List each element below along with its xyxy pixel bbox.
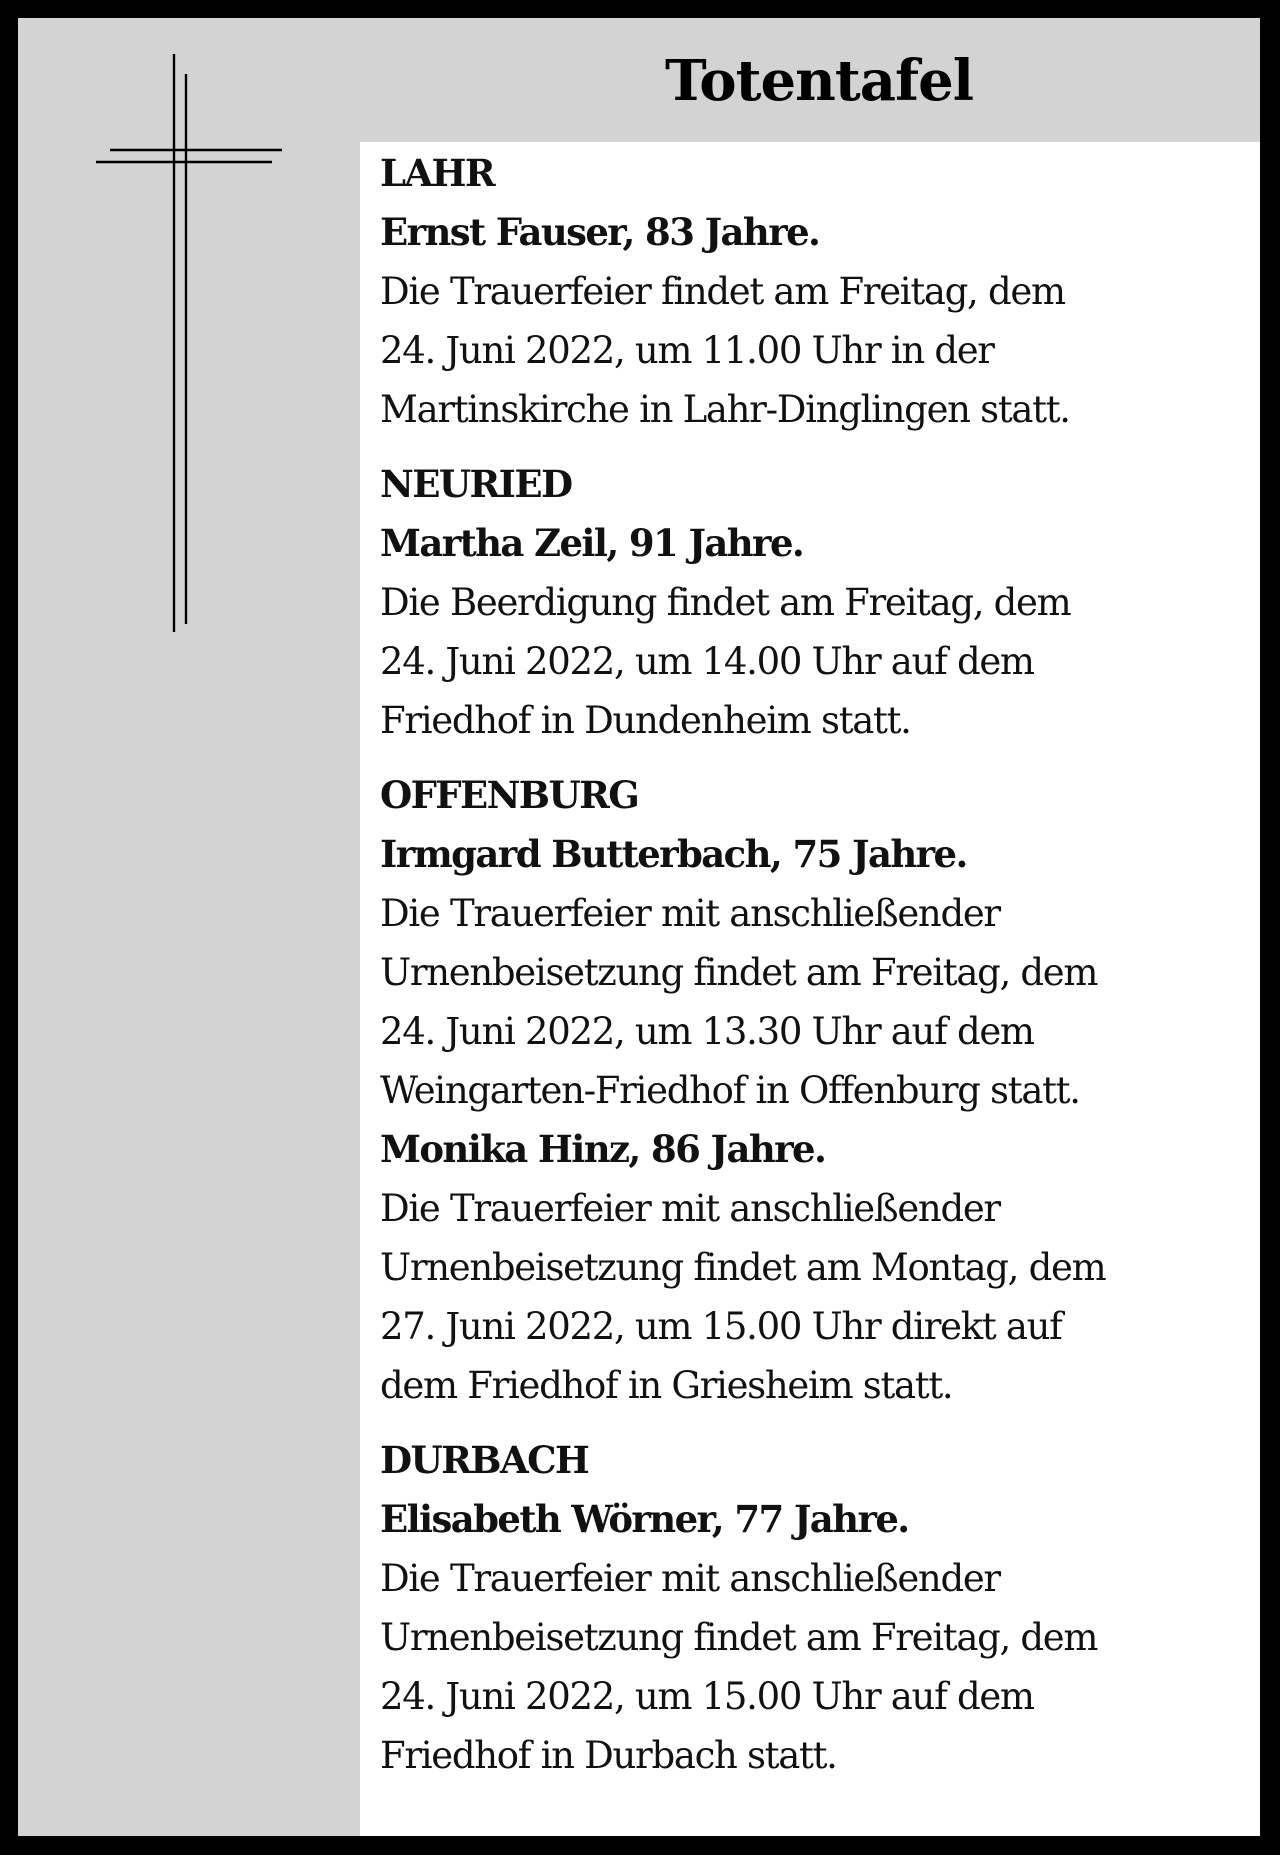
obituary-list <box>342 124 1242 1785</box>
detail-line: Friedhof in Durbach statt. <box>380 1734 837 1777</box>
detail-line: Urnenbeisetzung findet am Freitag, dem <box>380 1616 1098 1659</box>
detail-line: dem Friedhof in Griesheim statt. <box>380 1364 953 1407</box>
detail-line: Die Trauerfeier mit anschließender <box>380 1187 1000 1230</box>
obituary-entry <box>380 203 1218 439</box>
section-lahr <box>380 144 1218 439</box>
page-title: Totentafel <box>665 48 973 114</box>
detail-line: 24. Juni 2022, um 15.00 Uhr auf dem <box>380 1675 1034 1718</box>
section-place: OFFENBURG <box>380 773 639 817</box>
detail-line: Urnenbeisetzung findet am Montag, dem <box>380 1246 1106 1289</box>
deceased-name: Elisabeth Wörner, 77 Jahre. <box>380 1497 909 1541</box>
detail-line: Die Trauerfeier mit anschließender <box>380 892 1000 935</box>
section-neuried <box>380 455 1218 750</box>
service-details <box>380 1179 1218 1415</box>
section-place: DURBACH <box>380 1438 589 1482</box>
obituary-entry <box>380 514 1218 750</box>
detail-line: Friedhof in Dundenheim statt. <box>380 699 911 742</box>
service-details <box>380 573 1218 750</box>
obituary-entry <box>380 1120 1218 1415</box>
detail-line: Die Beerdigung findet am Freitag, dem <box>380 581 1071 624</box>
detail-line: Die Trauerfeier findet am Freitag, dem <box>380 270 1065 313</box>
detail-line: Weingarten-Friedhof in Offenburg statt. <box>380 1069 1080 1112</box>
detail-line: 24. Juni 2022, um 11.00 Uhr in der <box>380 329 994 372</box>
section-durbach <box>380 1431 1218 1785</box>
cross-icon <box>96 54 288 654</box>
detail-line: 24. Juni 2022, um 13.30 Uhr auf dem <box>380 1010 1034 1053</box>
service-details <box>380 1549 1218 1785</box>
obituary-entry <box>380 825 1218 1120</box>
section-offenburg <box>380 766 1218 1415</box>
deceased-name: Martha Zeil, 91 Jahre. <box>380 521 804 565</box>
detail-line: Martinskirche in Lahr-Dinglingen statt. <box>380 388 1070 431</box>
section-place: NEURIED <box>380 462 572 506</box>
service-details <box>380 884 1218 1120</box>
detail-line: 27. Juni 2022, um 15.00 Uhr direkt auf <box>380 1305 1062 1348</box>
service-details <box>380 262 1218 439</box>
deceased-name: Monika Hinz, 86 Jahre. <box>380 1127 826 1171</box>
detail-line: Die Trauerfeier mit anschließender <box>380 1557 1000 1600</box>
detail-line: Urnenbeisetzung findet am Freitag, dem <box>380 951 1098 994</box>
section-place: LAHR <box>380 151 495 195</box>
deceased-name: Ernst Fauser, 83 Jahre. <box>380 210 820 254</box>
obituary-entry <box>380 1490 1218 1785</box>
deceased-name: Irmgard Butterbach, 75 Jahre. <box>380 832 967 876</box>
detail-line: 24. Juni 2022, um 14.00 Uhr auf dem <box>380 640 1034 683</box>
